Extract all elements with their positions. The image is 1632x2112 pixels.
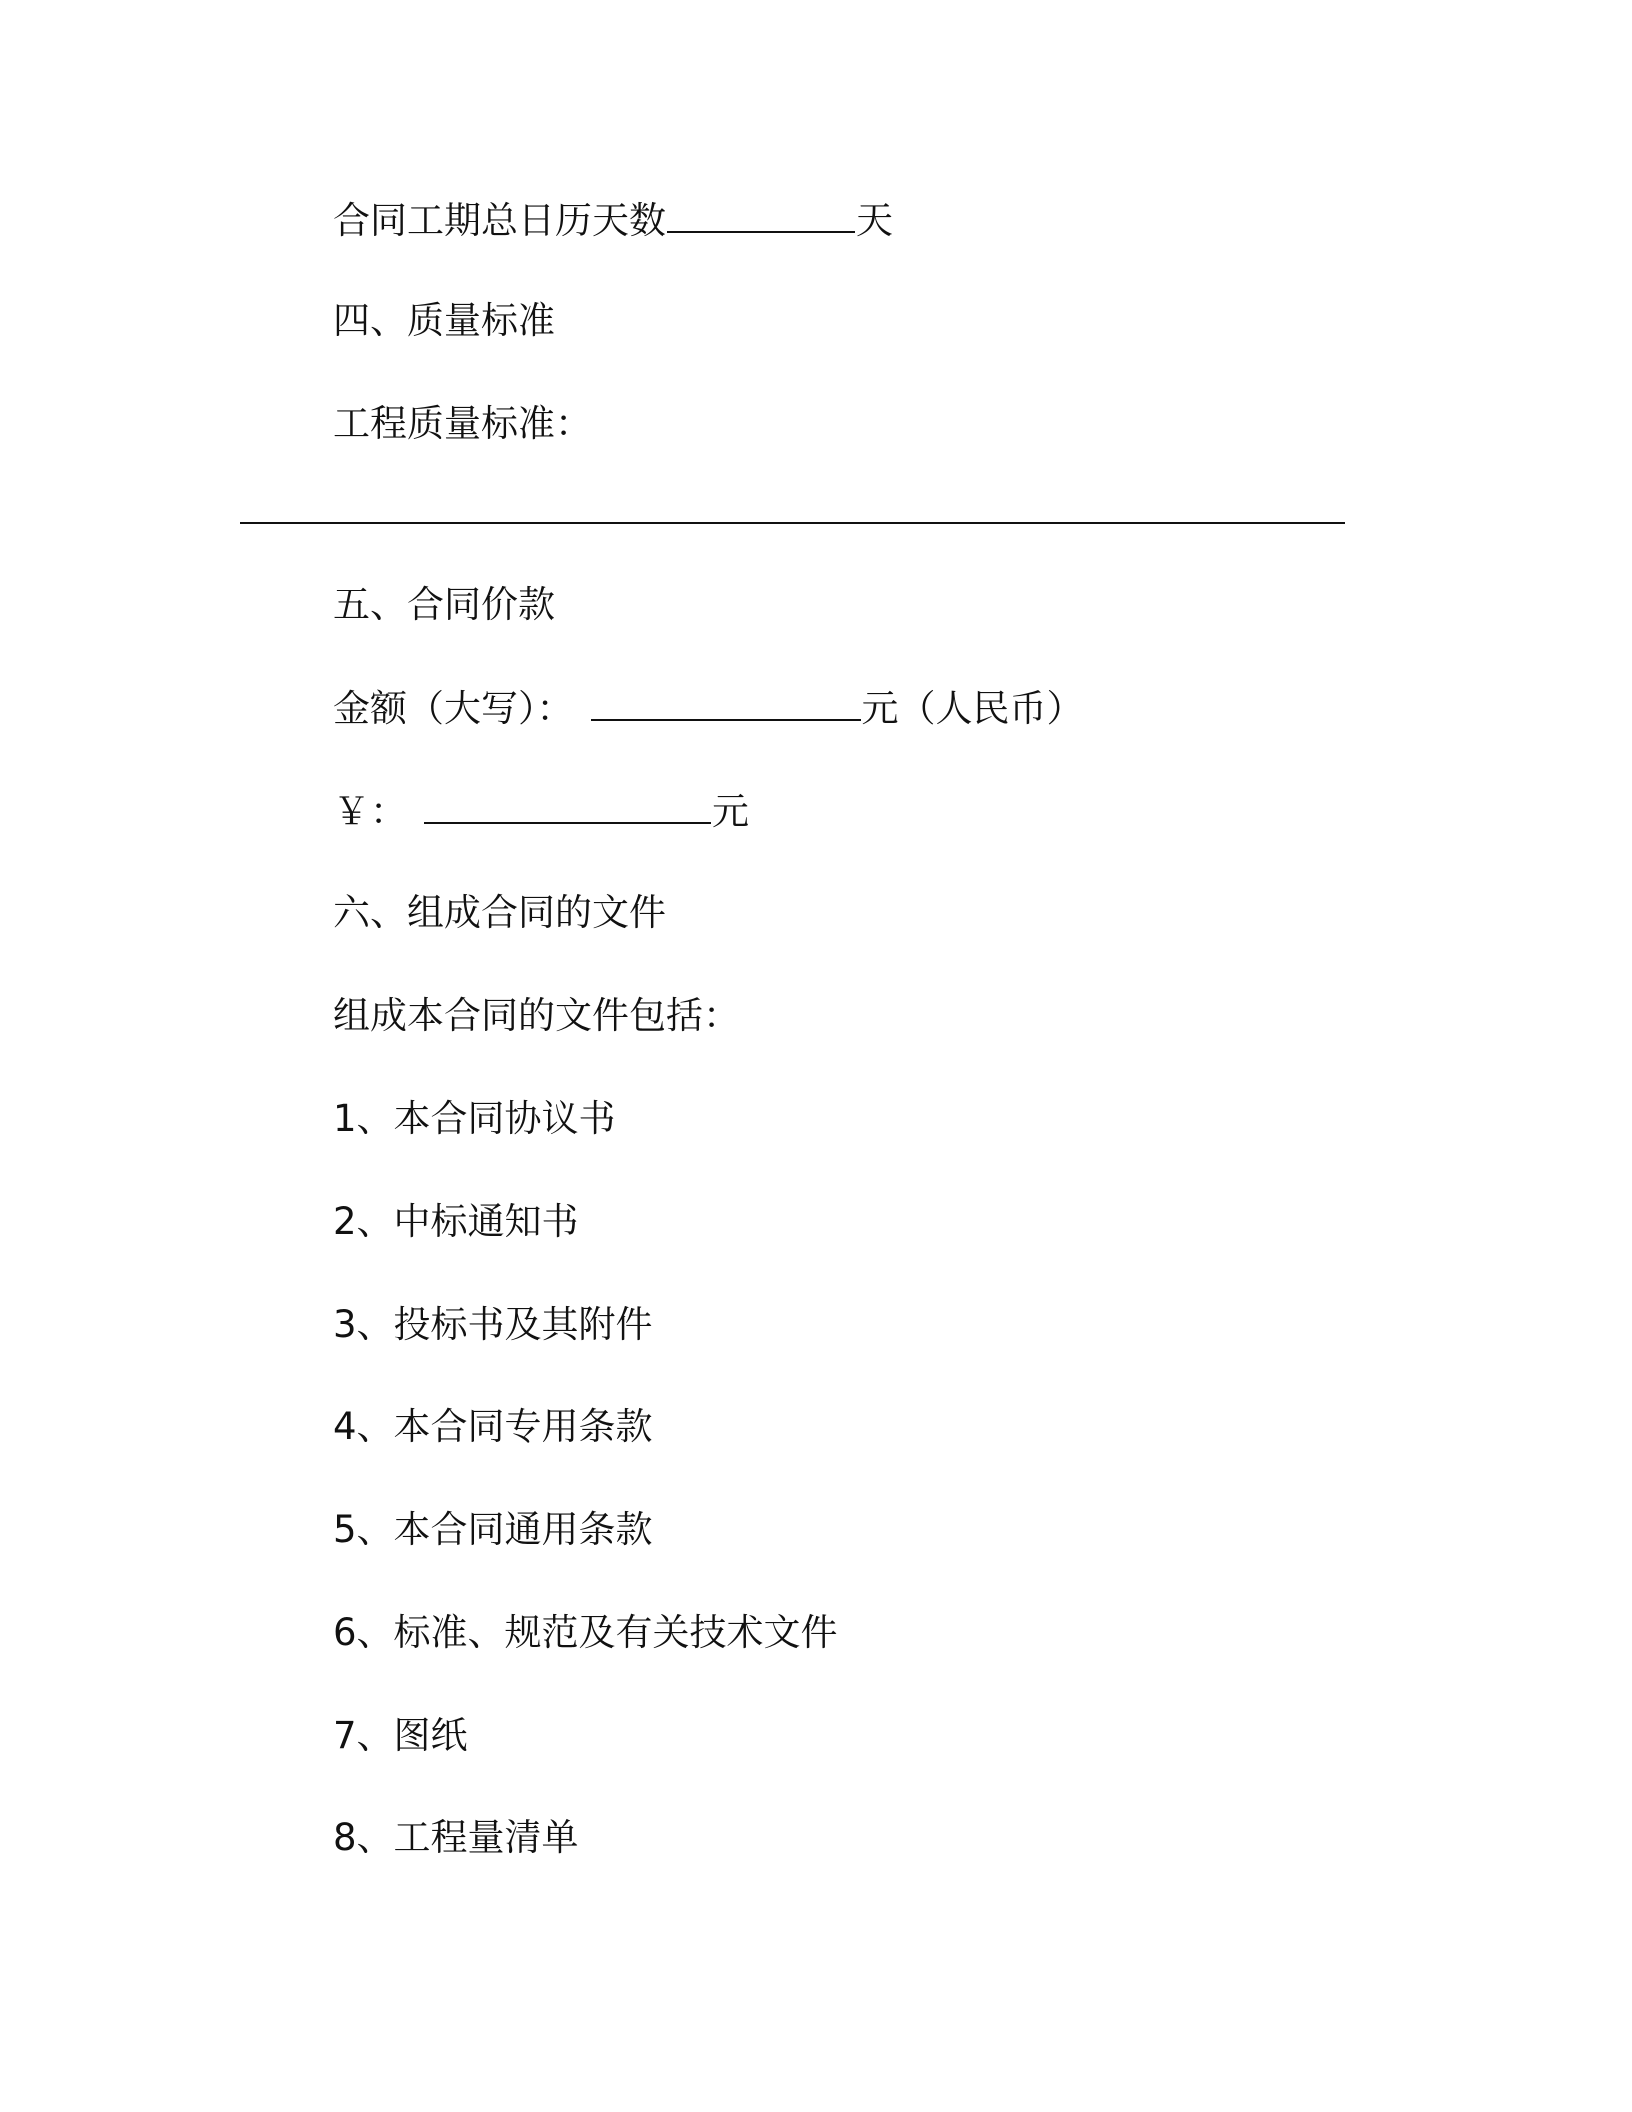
- document-item-4: 4、本合同专用条款: [333, 1405, 653, 1448]
- document-item-1: 1、本合同协议书: [333, 1097, 616, 1140]
- duration-unit: 天: [856, 199, 893, 242]
- amount-yen-label: ￥：: [333, 790, 407, 833]
- document-item-8: 8、工程量清单: [333, 1816, 579, 1859]
- document-item-3: 3、投标书及其附件: [333, 1303, 653, 1346]
- document-item-5: 5、本合同通用条款: [333, 1508, 653, 1551]
- amount-yen-line: [333, 786, 749, 837]
- documents-intro: 组成本合同的文件包括：: [333, 994, 740, 1037]
- amount-words-line: [333, 683, 1084, 734]
- amount-words-blank: [591, 683, 861, 721]
- duration-blank: [667, 195, 855, 233]
- amount-words-unit: 元（人民币）: [861, 687, 1084, 730]
- duration-line: [333, 195, 893, 246]
- section-documents-heading: 六、组成合同的文件: [333, 891, 666, 934]
- section-quality-heading: 四、质量标准: [333, 299, 555, 342]
- amount-yen-unit: 元: [712, 790, 749, 833]
- document-item-7: 7、图纸: [333, 1714, 468, 1757]
- document-item-6: 6、标准、规范及有关技术文件: [333, 1611, 838, 1654]
- amount-words-label: 金额（大写）：: [333, 687, 574, 730]
- quality-standard-label: 工程质量标准：: [333, 402, 592, 445]
- duration-label: 合同工期总日历天数: [333, 199, 666, 242]
- document-item-2: 2、中标通知书: [333, 1200, 579, 1243]
- section-price-heading: 五、合同价款: [333, 583, 555, 626]
- amount-yen-blank: [424, 786, 711, 824]
- quality-standard-blank: [240, 522, 1345, 524]
